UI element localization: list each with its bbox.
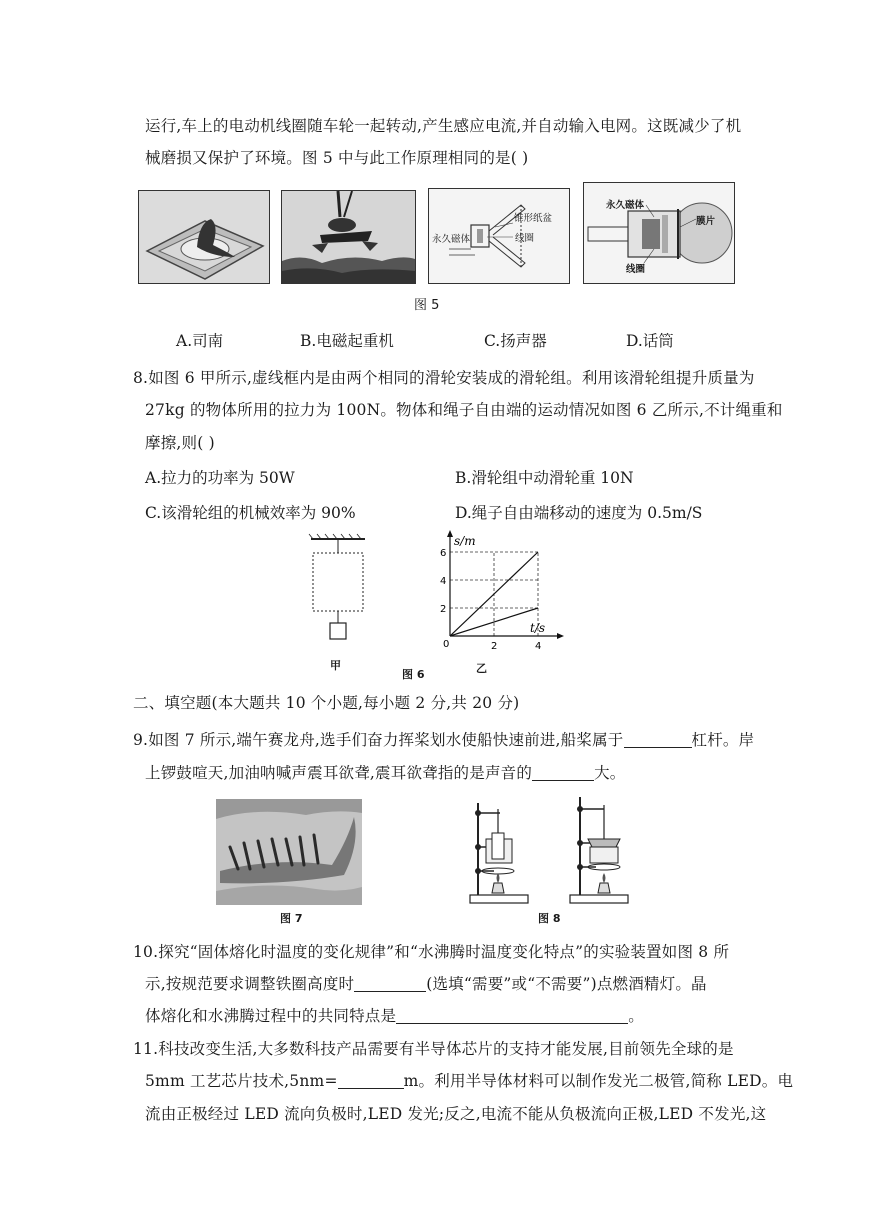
q8-option-d: D.绳子自由端移动的速度为 0.5m/S	[455, 504, 703, 522]
microphone-diagram	[583, 182, 735, 284]
q9-line-1-text: 9.如图 7 所示,端午赛龙舟,选手们奋力挥桨划水使船快速前进,船桨属于	[133, 731, 624, 749]
chart-ylabel: s/m	[454, 534, 476, 548]
figure-7-caption: 图 7	[280, 912, 303, 925]
q9-line-1-tail: 杠杆。岸	[691, 731, 755, 749]
s-t-chart	[430, 528, 570, 668]
q7-option-d: D.话筒	[626, 332, 674, 350]
q10-line-1: 10.探究“固体熔化时温度的变化规律”和“水沸腾时温度变化特点”的实验装置如图 8 所	[133, 943, 730, 961]
x-tick-label-1: 4	[535, 641, 542, 652]
figure-6-jia-label: 甲	[330, 659, 341, 672]
dragon-boat-image	[216, 799, 362, 905]
q9-line-2-tail: 大。	[594, 764, 626, 782]
q8-option-b: B.滑轮组中动滑轮重 10N	[455, 469, 634, 487]
q7-line-1: 运行,车上的电动机线圈随车轮一起转动,产生感应电流,并自动输入电网。这既减少了机	[145, 117, 742, 135]
x-axis-arrow	[557, 633, 564, 639]
q8-line-3: 摩擦,则( )	[145, 434, 215, 452]
heating-apparatus-diagram	[464, 795, 644, 910]
y-tick-label-0: 2	[440, 604, 447, 615]
section-2-heading: 二、填空题(本大题共 10 个小题,每小题 2 分,共 20 分)	[133, 694, 520, 712]
q10-line-2-tail: (选填“需要”或“不需要”)点燃酒精灯。晶	[426, 975, 707, 993]
electromagnetic-crane-image	[281, 190, 416, 284]
q7-line-2: 械磨损又保护了环境。图 5 中与此工作原理相同的是( )	[145, 149, 529, 167]
q7-option-b: B.电磁起重机	[300, 332, 394, 350]
chart-origin-label: 0	[443, 639, 450, 650]
q10-line-2	[145, 972, 707, 994]
speaker-diagram	[428, 188, 570, 284]
q11-line-1: 11.科技改变生活,大多数科技产品需要有半导体芯片的支持才能发展,目前领先全球的是	[133, 1040, 734, 1058]
compass-sinan-image	[138, 190, 270, 284]
y-tick-label-2: 6	[440, 548, 447, 559]
q9-blank-1[interactable]	[624, 731, 692, 748]
pulley-system-diagram	[305, 533, 375, 663]
series-line-1	[450, 608, 538, 636]
q9-line-2-text: 上锣鼓喧天,加油呐喊声震耳欲聋,震耳欲聋指的是声音的	[145, 764, 533, 782]
x-tick-label-0: 2	[491, 641, 498, 652]
q8-line-1: 8.如图 6 甲所示,虚线框内是由两个相同的滑轮安装成的滑轮组。利用该滑轮组提升质量为	[133, 369, 755, 387]
q8-option-a: A.拉力的功率为 50W	[145, 469, 295, 487]
speaker-label-paper: 锥形纸盆	[514, 213, 553, 224]
q7-option-a: A.司南	[176, 332, 224, 350]
y-tick-label-1: 4	[440, 576, 447, 587]
q8-option-c: C.该滑轮组的机械效率为 90%	[145, 504, 356, 522]
q7-option-c: C.扬声器	[484, 332, 547, 350]
q11-line-3: 流由正极经过 LED 流向负极时,LED 发光;反之,电流不能从负极流向正极,LED 不发光,这	[145, 1105, 767, 1123]
q11-blank-1[interactable]	[338, 1072, 404, 1089]
q10-line-3-text: 体熔化和水沸腾过程中的共同特点是	[145, 1007, 397, 1025]
mic-label-film: 膜片	[696, 216, 716, 227]
q10-line-3-tail: 。	[628, 1007, 644, 1025]
q10-line-2-text: 示,按规范要求调整铁圈高度时	[145, 975, 355, 993]
q9-blank-2[interactable]	[532, 764, 594, 781]
y-axis-arrow	[447, 530, 453, 537]
q9-line-1	[133, 728, 754, 750]
mic-label-coil: 线圈	[626, 264, 646, 275]
speaker-label-magnet: 永久磁体	[432, 234, 471, 245]
figure-6-yi-label: 乙	[476, 662, 487, 675]
speaker-label-coil: 线圈	[515, 233, 535, 244]
q11-line-2-text: 5mm 工艺芯片技术,5nm=	[145, 1072, 338, 1090]
q8-line-2: 27kg 的物体所用的拉力为 100N。物体和绳子自由端的运动情况如图 6 乙所示,不计绳重和	[145, 401, 783, 419]
chart-xlabel: t/s	[530, 621, 546, 635]
q10-blank-2[interactable]	[396, 1007, 628, 1024]
figure-6-caption: 图 6	[402, 668, 425, 681]
q10-line-3	[145, 1004, 644, 1026]
figure-8-caption: 图 8	[538, 912, 561, 925]
q11-line-2	[145, 1069, 793, 1091]
mic-label-magnet: 永久磁体	[606, 200, 645, 211]
q10-blank-1[interactable]	[354, 975, 426, 992]
figure-5-caption: 图 5	[414, 298, 440, 313]
q9-line-2	[145, 761, 625, 783]
q11-line-2-tail: m。利用半导体材料可以制作发光二极管,简称 LED。电	[403, 1072, 794, 1090]
